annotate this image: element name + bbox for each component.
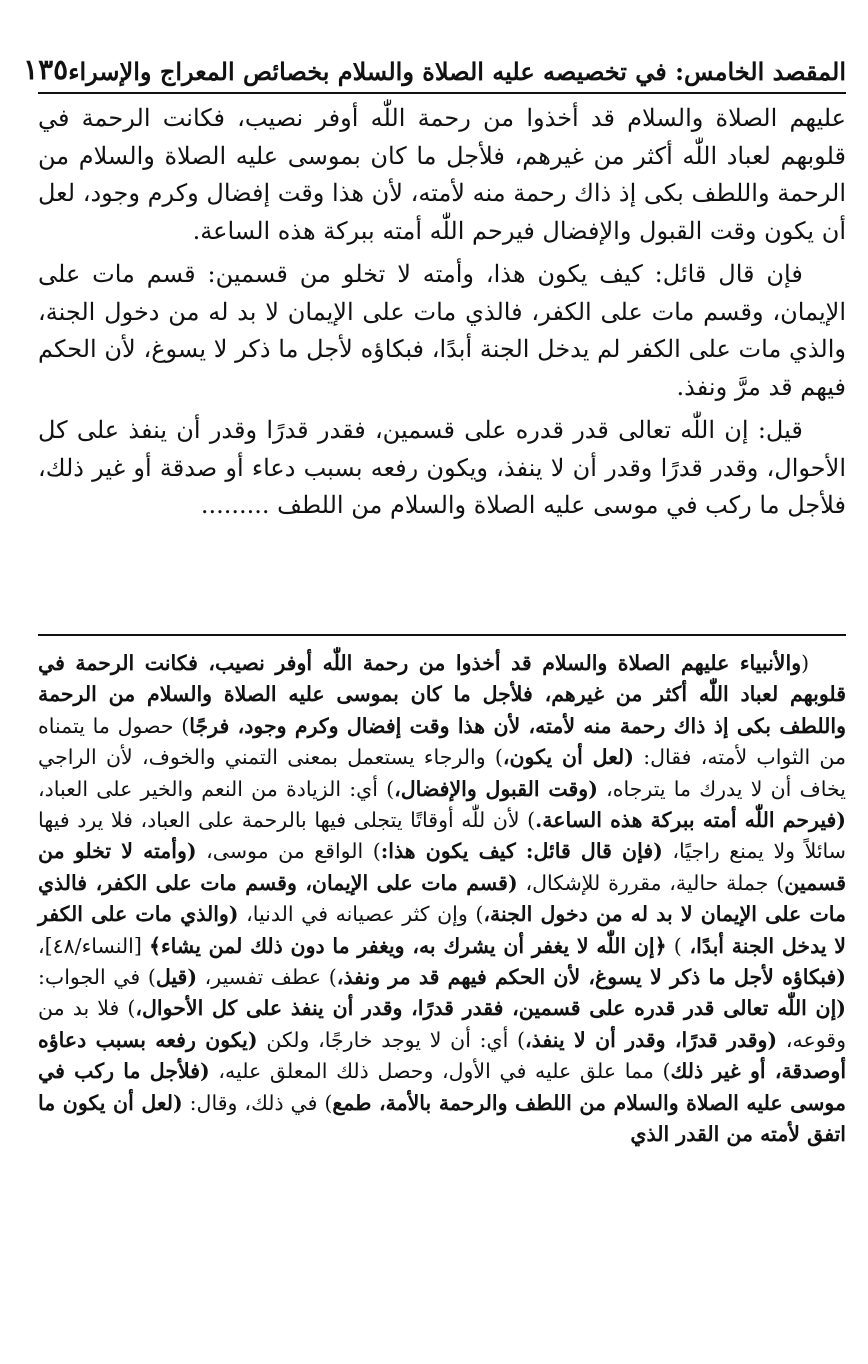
- commentary-quoted-text: (فلأجل ما ركب في موسى عليه الصلاة والسلام من اللطف والرحمة بالأمة، طمع: [38, 1059, 847, 1115]
- commentary-quoted-text: (فإن قال قائل: كيف يكون هذا:: [380, 839, 663, 864]
- footnote-separator: [38, 634, 846, 636]
- commentary-explanation: ) والرجاء يستعمل بمعنى التمني والخوف، لأن الراجي يخاف أن لا يدرك ما يترجاه،: [38, 745, 846, 801]
- commentary-explanation: ) وإن كثر عصيانه في الدنيا،: [238, 902, 484, 927]
- page-number: ١٣٥: [23, 53, 69, 86]
- commentary-paragraph: [38, 648, 846, 1151]
- commentary-quoted-text: ﴿إن اللّٰه لا يغفر أن يشرك به، ويغفر ما دون ذلك لمن يشاء﴾: [149, 933, 667, 958]
- commentary-quoted-text: (لعل أن يكون ما اتفق لأمته من القدر الذي: [38, 1090, 846, 1147]
- commentary-explanation: ) فلا بد من وقوعه،: [38, 996, 846, 1052]
- commentary-quoted-text: (وأمته لا تخلو من قسمين: [38, 839, 847, 895]
- running-title: المقصد الخامس: في تخصيصه عليه الصلاة والسلام بخصائص المعراج والإسراء: [68, 57, 846, 86]
- commentary-quoted-text: (فيرحم اللّٰه أمته ببركة هذه الساعة.: [535, 808, 846, 833]
- main-paragraph: فإن قال قائل: كيف يكون هذا، وأمته لا تخلو من قسمين: قسم مات على الإيمان، وقسم مات على الكفر، فالذي مات على الإيمان لا بد له من دخول الجنة، والذي مات على الكفر لم يدخل الجنة أبدًا، فبكاؤه لأجل ما ذكر لا يسوغ، لأن الحكم فيهم قد مرَّ ونفذ.: [38, 260, 846, 401]
- commentary-explanation: ) الواقع من موسى،: [196, 839, 381, 864]
- commentary-quoted-text: (فبكاؤه لأجل ما ذكر لا يسوغ، لأن الحكم فيهم قد مر ونفذ،: [336, 965, 846, 990]
- commentary-quoted-text: (إن اللّٰه تعالى قدر قدره على قسمين، فقدر قدرًا، وقدر أن ينفذ على كل الأحوال،: [135, 996, 846, 1021]
- commentary-quoted-text: (يكون رفعه بسبب دعاؤه أوصدقة، أو غير ذلك: [38, 1027, 847, 1084]
- commentary-explanation: ) أي: الزيادة من النعم والخير على العباد،: [38, 776, 395, 801]
- commentary-explanation: ) جملة حالية، مقررة للإشكال،: [517, 870, 785, 895]
- commentary-quoted-text: (وقت القبول والإفضال،: [394, 776, 598, 801]
- commentary-explanation: ): [666, 933, 682, 958]
- commentary-quoted-text: (قسم مات على الإيمان، وقسم مات على الكفر، فالذي مات على الإيمان لا بد له من دخول الجنة،: [38, 870, 846, 927]
- commentary-explanation: ) حصول ما يتمناه من الثواب لأمته، فقال:: [38, 713, 846, 770]
- commentary-explanation: ) عطف تفسير،: [197, 965, 337, 990]
- commentary-explanation: ) مما علق عليه في الأول، وحصل ذلك المعلق عليه،: [209, 1059, 671, 1084]
- commentary-explanation: ) في ذلك، وقال:: [182, 1090, 333, 1115]
- main-paragraph: قيل: إن اللّٰه تعالى قدر قدره على قسمين، فقدر قدرًا وقدر أن ينفذ على كل الأحوال، وقدر قدرًا وقدر أن لا ينفذ، ويكون رفعه بسبب دعاء أو صدقة أو غير ذلك، فلأجل ما ركب في موسى عليه الصلاة والسلام من اللطف .........: [38, 416, 846, 519]
- commentary-explanation: ) أي: أن لا يوجد خارجًا، ولكن: [257, 1027, 526, 1052]
- commentary-quoted-text: والأنبياء عليهم الصلاة والسلام قد أخذوا من رحمة اللّٰه أوفر نصيب، فكانت الرحمة في قلوبهم لعباد اللّٰه أكثر من غيرهم، فلأجل ما كان بموسى عليه الصلاة والسلام من الرحمة واللطف بكى إذ ذاك رحمة منه لأمته، لأن هذا وقت إفضال وكرم وجود، فرجًا: [38, 651, 847, 738]
- page-header: [23, 44, 846, 94]
- commentary-explanation: ) في الجواب:: [38, 965, 156, 990]
- commentary-quoted-text: (وقدر قدرًا، وقدر أن لا ينفذ،: [525, 1027, 778, 1052]
- commentary-explanation: ) لأن للّٰه أوقاتًا يتجلى فيها بالرحمة على العباد، فلا يرد فيها سائلاً ولا يمنع راجيًا،: [38, 808, 846, 864]
- commentary-quoted-text: (لعل أن يكون،: [502, 745, 634, 770]
- commentary-explanation: (: [801, 651, 810, 675]
- commentary-text: [38, 648, 846, 1151]
- main-text: [38, 100, 846, 531]
- commentary-quoted-text: (والذي مات على الكفر لا يدخل الجنة أبدًا،: [38, 902, 846, 958]
- main-paragraph: عليهم الصلاة والسلام قد أخذوا من رحمة اللّٰه أوفر نصيب، فكانت الرحمة في قلوبهم لعباد اللّٰه أكثر من غيرهم، فلأجل ما كان بموسى عليه الصلاة والسلام من الرحمة واللطف بكى إذ ذاك رحمة منه لأمته، لأن هذا وقت إفضال وكرم وجود، لعل أن يكون وقت القبول والإفضال فيرحم اللّٰه أمته ببركة هذه الساعة.: [38, 104, 846, 245]
- commentary-quoted-text: (قيل: [155, 965, 198, 990]
- commentary-explanation: [النساء/٤٨]،: [38, 933, 150, 958]
